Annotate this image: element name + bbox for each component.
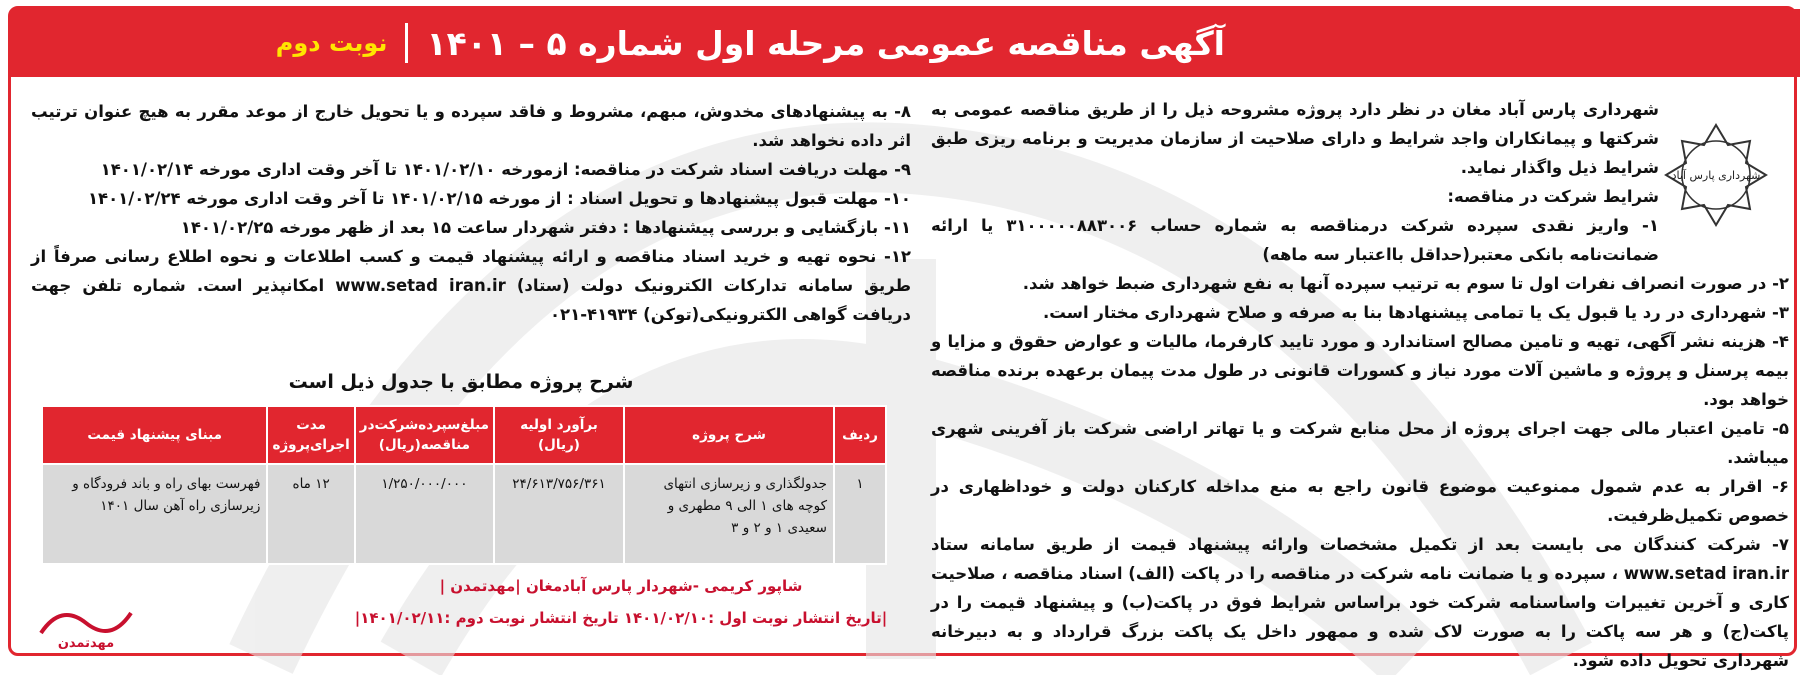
cell-description: جدولگذاری و زیرسازی انتهای کوچه های ۱ الی ۹ مطهری و سعیدی ۱ و ۲ و ۳ [624,464,834,564]
left-column [31,97,911,329]
condition-9: ۹- مهلت دریافت اسناد شرکت در مناقصه: ازمورخه ۱۴۰۱/۰۲/۱۰ تا آخر وقت اداری مورخه ۱۴۰۱/۰۲/۱۴ [100,160,911,179]
setad-link-2[interactable]: www.setad iran.ir [335,276,506,295]
cell-price-basis: فهرست بهای راه و باند فرودگاه و زیرسازی راه آهن سال ۱۴۰۱ [42,464,267,564]
project-table [41,405,887,565]
cell-deposit: ۱/۲۵۰/۰۰۰/۰۰۰ [355,464,494,564]
col-description: شرح پروژه [624,406,834,464]
col-price-basis: مبنای پیشنهاد قیمت [42,406,267,464]
condition-7-rest: ، سپرده و یا ضمانت نامه شرکت در مناقصه را در پاکت (الف) اسناد مناقصه ، صلاحیت کاری و آخرین تغییرات واساسنامه شرکت خود براساس شرایط فوق در پاکت(ب) و پیشنهاد قیمت را در پاکت(ج) و هر سه پاکت را به صورت لاک شده و ممهور داخل یک پاکت بزرگ قرارداد و به دبیرخانه شهرداری تحویل داده شود. [931,564,1789,670]
condition-7-text: ۷- شرکت کنندگان می بایست بعد از تکمیل مشخصات وارائه پیشنهاد قیمت از طریق سامانه ستاد [931,535,1789,554]
conditions-title: شرایط شرکت در مناقصه: [1447,187,1659,206]
brand-text: مهدتمدن [57,636,115,651]
condition-12-rest: امکانپذیر است. شماره تلفن جهت دریافت گواهی الکترونیکی(توکن) ۴۱۹۳۴-۰۲۱ [31,276,911,324]
condition-12-text: ۱۲- نحوه تهیه و خرید اسناد مناقصه و ارائه پیشنهاد قیمت و کسب اطلاعات و نحوه اطلاع رسانی صرفاً از طریق سامانه تدارکات الکترونیک دولت (ستاد) [31,247,911,295]
col-estimate: برآورد اولیه (ریال) [494,406,624,464]
condition-3: ۳- شهرداری در رد یا قبول یک یا تمامی پیشنهادها بنا به صرفه و صلاح شهرداری مختار است. [1043,303,1789,322]
condition-1: ۱- واریز نقدی سپرده شرکت درمناقصه به شماره حساب ۳۱۰۰۰۰۰۸۸۳۰۰۶ یا ارائه ضمانت‌نامه بانکی معتبر(حداقل بااعتبار سه ماهه) [931,216,1659,264]
col-deposit: مبلغ‌سپرده‌شرکت‌در مناقصه(ریال) [355,406,494,464]
ad-title: آگهی مناقصه عمومی مرحله اول شماره ۵ – ۱۴۰۱ [426,23,1225,63]
ad-frame [8,6,1797,670]
footer-signature: شاپور کریمی -شهردار پارس آبادمغان |مهدتمدن | [439,577,803,595]
footer-dates: |تاریخ انتشار نوبت اول :۱۴۰۱/۰۲/۱۰ تاریخ انتشار نوبت دوم :۱۴۰۱/۰۲/۱۱| [354,609,888,627]
condition-5: ۵- تامین اعتبار مالی جهت اجرای پروژه از محل منابع شرکت و یا تهاتر اراضی شرکت باز آفرینی شهری میباشد. [931,419,1789,467]
col-duration: مدت اجرای‌پروژه [267,406,354,464]
condition-2: ۲- در صورت انصراف نفرات اول تا سوم به ترتیب سپرده آنها به نفع شهرداری ضبط خواهد شد. [1022,274,1789,293]
header-divider [405,23,408,63]
logo-text: شهرداری پارس آباد [1671,169,1761,182]
condition-11: ۱۱- بازگشایی و بررسی پیشنهادها : دفتر شهردار ساعت ۱۵ بعد از ظهر مورخه ۱۴۰۱/۰۲/۲۵ [180,218,911,237]
condition-12 [31,242,911,329]
mahd-tamadon-logo [31,593,141,653]
table-row [42,464,886,564]
right-column [931,95,1789,675]
condition-4: ۴- هزینه نشر آگهی، تهیه و تامین مصالح استاندارد و مورد تایید کارفرما، مالیات و عوارض حقوق و مزایا و بیمه پرسنل و پروژه و ماشین آلات مورد نیاز و کسورات قانونی در طول مدت پیمان برعهده برنده مناقصه خواهد بود. [931,332,1789,409]
cell-duration: ۱۲ ماه [267,464,354,564]
condition-6: ۶- اقرار به عدم شمول ممنوعیت موضوع قانون راجع به منع مداخله کارکنان دولت و خوداظهاری در خصوص تکمیل‌ظرفیت. [931,477,1789,525]
edition-label: نوبت دوم [275,29,388,57]
condition-7 [931,530,1789,675]
cell-row-number: ۱ [834,464,886,564]
condition-8: ۸- به پیشنهادهای مخدوش، مبهم، مشروط و فاقد سپرده و یا تحویل خارج از موعد مقرر به هیچ عنوان ترتیب اثر داده نخواهد شد. [31,102,911,150]
cell-estimate: ۲۴/۶۱۳/۷۵۶/۳۶۱ [494,464,624,564]
setad-link[interactable]: www.setad iran.ir [1623,564,1789,583]
intro-text: شهرداری پارس آباد مغان در نظر دارد پروژه مشروحه ذیل را از طریق مناقصه عمومی به شرکتها و پیمانکاران واجد شرایط و دارای صلاحیت از سازمان مدیریت و برنامه ریزی طبق شرایط ذیل واگذار نماید. [931,100,1659,177]
condition-10: ۱۰- مهلت قبول پیشنهادها و تحویل اسناد : از مورخه ۱۴۰۱/۰۲/۱۵ تا آخر وقت اداری مورخه ۱۴۰۱/۰۲/۲۴ [87,189,911,208]
col-row-number: ردیف [834,406,886,464]
header-banner [11,9,1800,77]
table-title: شرح پروژه مطابق با جدول ذیل است [288,371,634,393]
table-header-row [42,406,886,464]
